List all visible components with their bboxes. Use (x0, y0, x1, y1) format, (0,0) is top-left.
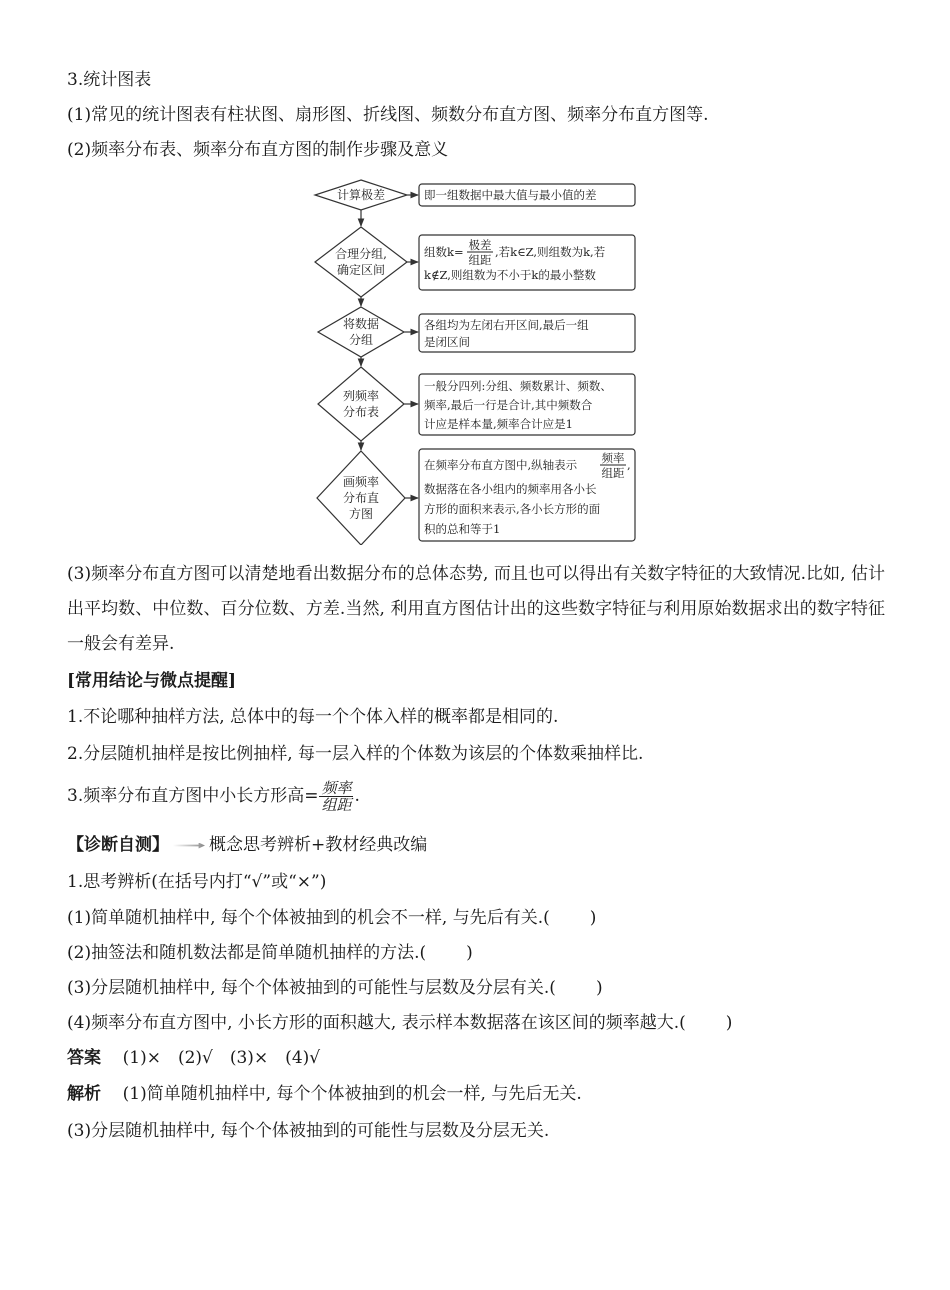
flow-diamond-2 (315, 227, 407, 297)
question-2-close: ) (466, 943, 473, 963)
tip-3-text: 3.频率分布直方图中小长方形高= (67, 786, 319, 806)
question-3-close: ) (595, 978, 603, 998)
analysis-3: (3)分层随机抽样中, 每个个体被抽到的可能性与层数及分层无关. (67, 1121, 550, 1141)
diagnosis-subheading: 概念思考辨析+教材经典改编 (209, 835, 428, 855)
question-1-text: (1)简单随机抽样中, 每个个体被抽到的机会不一样, 与先后有关.( (67, 908, 550, 928)
flow-label-5a: 画频率 (342, 475, 380, 489)
flow-desc-2-line2: k∉Z,则组数为不小于k的最小整数 (424, 268, 596, 282)
tip-3-fraction (319, 780, 353, 813)
tips-heading: [常用结论与微点提醒] (67, 671, 237, 691)
flow-desc-4-line2: 频率,最后一行是合计,其中频数合 (424, 398, 593, 412)
answer-row (67, 1047, 320, 1069)
analysis-1: (1)简单随机抽样中, 每个个体被抽到的机会一样, 与先后无关. (122, 1084, 582, 1104)
diagnosis-heading: 【诊断自测】 (67, 835, 169, 855)
flow-label-2a: 合理分组, (335, 247, 387, 261)
diagnosis-heading-row (67, 834, 427, 856)
analysis-row (67, 1083, 582, 1105)
tip-2: 2.分层随机抽样是按比例抽样, 每一层入样的个体数为该层的个体数乘抽样比. (67, 744, 644, 764)
question-2-text: (2)抽签法和随机数法都是简单随机抽样的方法.( (67, 943, 427, 963)
arrow-icon (173, 843, 205, 849)
question-3 (67, 977, 603, 999)
flow-diamond-4 (318, 367, 404, 441)
flow-desc-3-line1: 各组均为左闭右开区间,最后一组 (424, 318, 589, 332)
flow-desc-4-line1: 一般分四列:分组、频数累计、频数、 (424, 379, 612, 393)
flow-label-5b: 分布直 (342, 491, 380, 505)
question-3-text: (3)分层随机抽样中, 每个个体被抽到的可能性与层数及分层有关.( (67, 978, 556, 998)
flow-desc-5-pre: 在频率分布直方图中,纵轴表示 (424, 458, 578, 472)
flow-desc-5-line4: 积的总和等于1 (424, 522, 501, 536)
tip-3-end: . (354, 786, 360, 806)
flow-desc-2-post: ,若k∈Z,则组数为k,若 (495, 245, 606, 259)
flow-desc-2-frac-den: 组距 (468, 253, 492, 267)
question-4-close: ) (725, 1013, 733, 1033)
flow-label-5c: 方图 (348, 507, 374, 521)
item-2: (2)频率分布表、频率分布直方图的制作步骤及意义 (67, 140, 449, 160)
flow-label-4b: 分布表 (342, 405, 380, 419)
flow-desc-5-frac-num: 频率 (601, 451, 625, 465)
analysis-label: 解析 (67, 1084, 101, 1104)
flow-desc-5-frac-den: 组距 (601, 466, 625, 480)
flow-label-2b: 确定区间 (336, 263, 386, 277)
flow-label-1: 计算极差 (336, 188, 386, 202)
flow-label-3a: 将数据 (342, 317, 380, 331)
flowchart (0, 175, 950, 545)
question-4 (67, 1012, 732, 1034)
flow-desc-5-line2: 数据落在各小组内的频率用各小长 (424, 482, 597, 496)
flow-desc-2-pre: 组数k= (424, 245, 464, 259)
answer-label: 答案 (67, 1048, 101, 1068)
flow-desc-3-line2: 是闭区间 (424, 335, 470, 349)
question-1 (67, 907, 596, 929)
tip-3 (67, 775, 360, 817)
flow-label-4a: 列频率 (342, 389, 380, 403)
tip-1: 1.不论哪种抽样方法, 总体中的每一个个体入样的概率都是相同的. (67, 707, 559, 727)
question-1-close: ) (589, 908, 597, 928)
flow-desc-1: 即一组数据中最大值与最小值的差 (424, 188, 597, 202)
question-title: 1.思考辨析(在括号内打“√”或“×”) (67, 872, 327, 892)
question-4-text: (4)频率分布直方图中, 小长方形的面积越大, 表示样本数据落在该区间的频率越大.( (67, 1013, 686, 1033)
flow-label-3b: 分组 (348, 333, 374, 347)
flow-desc-4-line3: 计应是样本量,频率合计应是1 (424, 417, 573, 431)
item-1: (1)常见的统计图表有柱状图、扇形图、折线图、频数分布直方图、频率分布直方图等. (67, 105, 709, 125)
item-3: (3)频率分布直方图可以清楚地看出数据分布的总体态势, 而且也可以得出有关数字特征的大致情况.比如, 估计出平均数、中位数、百分位数、方差.当然, 利用直方图估计出的这些数字特征与利用原始数据求出的数字特征一般会有差异. (67, 564, 885, 654)
flow-desc-5-post: , (627, 458, 631, 472)
fraction-denominator: 组距 (321, 796, 352, 814)
answer-text: (1)× (2)√ (3)× (4)√ (122, 1048, 321, 1068)
flow-desc-2-frac-num: 极差 (468, 238, 492, 252)
fraction-numerator: 频率 (321, 779, 352, 797)
section-title: 3.统计图表 (67, 70, 152, 90)
flow-diamond-3 (318, 307, 404, 357)
flow-desc-5-line3: 方形的面积来表示,各小长方形的面 (424, 502, 601, 516)
question-2 (67, 942, 473, 964)
